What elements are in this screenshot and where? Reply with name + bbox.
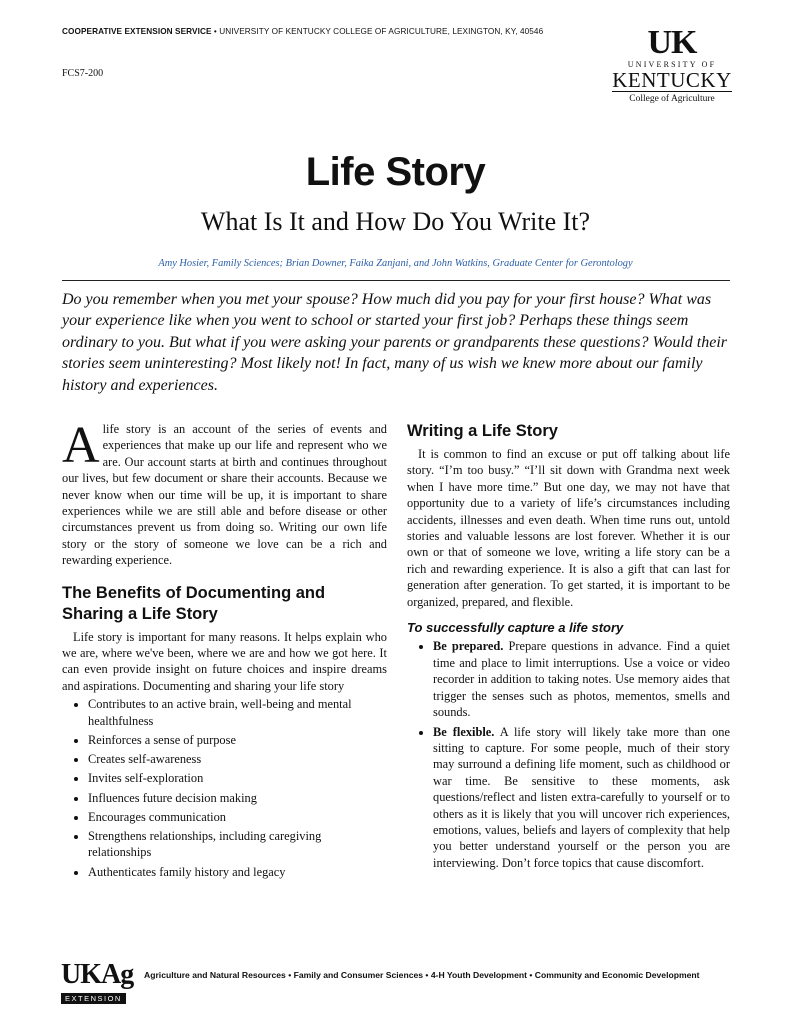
header-org-bold: COOPERATIVE EXTENSION SERVICE bbox=[62, 27, 212, 36]
list-item bbox=[433, 638, 730, 720]
capture-subheading: To successfully capture a life story bbox=[407, 620, 624, 636]
intro-paragraph: Do you remember when you met your spouse? How much did you pay for your first house? What was your experience like when you went to school or started your first job? Perhaps these things seem ordinary to you. But what if you were asking your parents or grandparents these questions? Would their stories seem uninteresting? Most likely not! In fact, many of us wish we knew more about our family history and experiences. bbox=[62, 291, 727, 394]
right-paragraph-1: It is common to find an excuse or put off talking about life story. “I’m too busy.” “I’ll sit down with Grandma next week when I have more time.” But one day, we may not have that opportunity due to a variety of life’s circumstances including accidents, illnesses and even death. When time runs out, untold stories and valuable lessons are lost forever. Whether it is our own or that of someone we love, writing a life story can be a rich and rewarding experience. It is also a gift that can last for generation after generation. To get started, it is important to be organized, prepared, and flexible. bbox=[407, 447, 730, 609]
list-item-lead: Be flexible. bbox=[433, 724, 495, 739]
list-item bbox=[433, 724, 730, 872]
list-item: • Encourages communication bbox=[88, 809, 387, 825]
header-org-line bbox=[62, 27, 543, 36]
list-item-lead: Be prepared. bbox=[433, 639, 504, 654]
list-item-text: Prepare questions in advance. Find a quiet time and place to limit interruptions. Use a voice or video recorder in addition to taking notes. Use memory aides that trigger the senses such as photos, mementos, smells and sounds. bbox=[433, 639, 730, 720]
writing-heading: Writing a Life Story bbox=[407, 422, 558, 440]
uk-logo-mark: UK bbox=[647, 24, 697, 61]
left-paragraph-1-text: life story is an account of the series of events and experiences that make up our life and represent who we are. Our account starts at birth and continues throughout our lives, but few document or share their accounts. Because we never know when our time will be up, it is important to share experiences while we are still able and before disease or other circumstances prevent us from doing so. Writing our own life story or the story of someone we love can be a rich and rewarding experience. bbox=[62, 422, 387, 568]
list-item: • Reinforces a sense of purpose bbox=[88, 732, 387, 748]
list-item: • Influences future decision making bbox=[88, 790, 387, 806]
ukag-extension-logo bbox=[61, 959, 134, 1006]
footer-programs: Agriculture and Natural Resources • Family and Consumer Sciences • 4-H Youth Development • Community and Economic Development bbox=[144, 970, 700, 980]
list-item: • Contributes to an active brain, well-being and mental healthfulness bbox=[88, 696, 387, 729]
header-org-rest: • UNIVERSITY OF KENTUCKY COLLEGE OF AGRICULTURE, LEXINGTON, KY, 40546 bbox=[211, 27, 544, 36]
ukag-logo-mark: UKAg bbox=[61, 959, 134, 990]
page-title: Life Story bbox=[305, 150, 486, 194]
uk-logo-kentucky: KENTUCKY bbox=[612, 68, 732, 92]
list-item: • Creates self-awareness bbox=[88, 751, 387, 767]
ukag-logo-extension: EXTENSION bbox=[61, 993, 126, 1004]
left-column bbox=[62, 417, 387, 883]
left-paragraph-1 bbox=[62, 417, 387, 569]
list-item-text: A life story will likely take more than one sitting to capture. For some people, much of their story may surround a defining life moment, such as childhood or war time. Be sensitive to these moments, ask questions/reflect and listen extra-carefully to yourself or to others as it is likely that you will uncover rich experiences, emotions, values, beliefs and layers of complexity that help you better understand yourself or the person you are interviewing. Don’t force topics that cause discomfort. bbox=[433, 724, 730, 870]
list-item: • Authenticates family history and legacy bbox=[88, 864, 387, 880]
drop-cap: A bbox=[62, 417, 100, 474]
publication-number: FCS7-200 bbox=[62, 68, 104, 79]
capture-list bbox=[407, 638, 730, 871]
left-paragraph-2: Life story is important for many reasons. It helps explain who we are, where we've been, where we are and how we got here. It can even provide insight on future choices and inspire dreams and aspirations. Documenting and sharing your life story bbox=[62, 629, 387, 693]
right-column bbox=[407, 421, 730, 874]
title-divider bbox=[62, 280, 730, 281]
list-item: • Invites self-exploration bbox=[88, 770, 387, 786]
page-subtitle: What Is It and How Do You Write It? bbox=[200, 207, 591, 236]
benefits-list bbox=[62, 696, 387, 880]
authors-line: Amy Hosier, Family Sciences; Brian Downer, Faika Zanjani, and John Watkins, Graduate Center for Gerontology bbox=[158, 258, 633, 269]
uk-logo-university-of: UNIVERSITY OF bbox=[627, 60, 717, 69]
benefits-heading: The Benefits of Documenting and Sharing a Life Story bbox=[62, 583, 326, 623]
uk-logo bbox=[612, 26, 732, 106]
list-item: • Strengthens relationships, including caregiving relationships bbox=[88, 828, 387, 861]
uk-logo-college: College of Agriculture bbox=[629, 94, 715, 104]
